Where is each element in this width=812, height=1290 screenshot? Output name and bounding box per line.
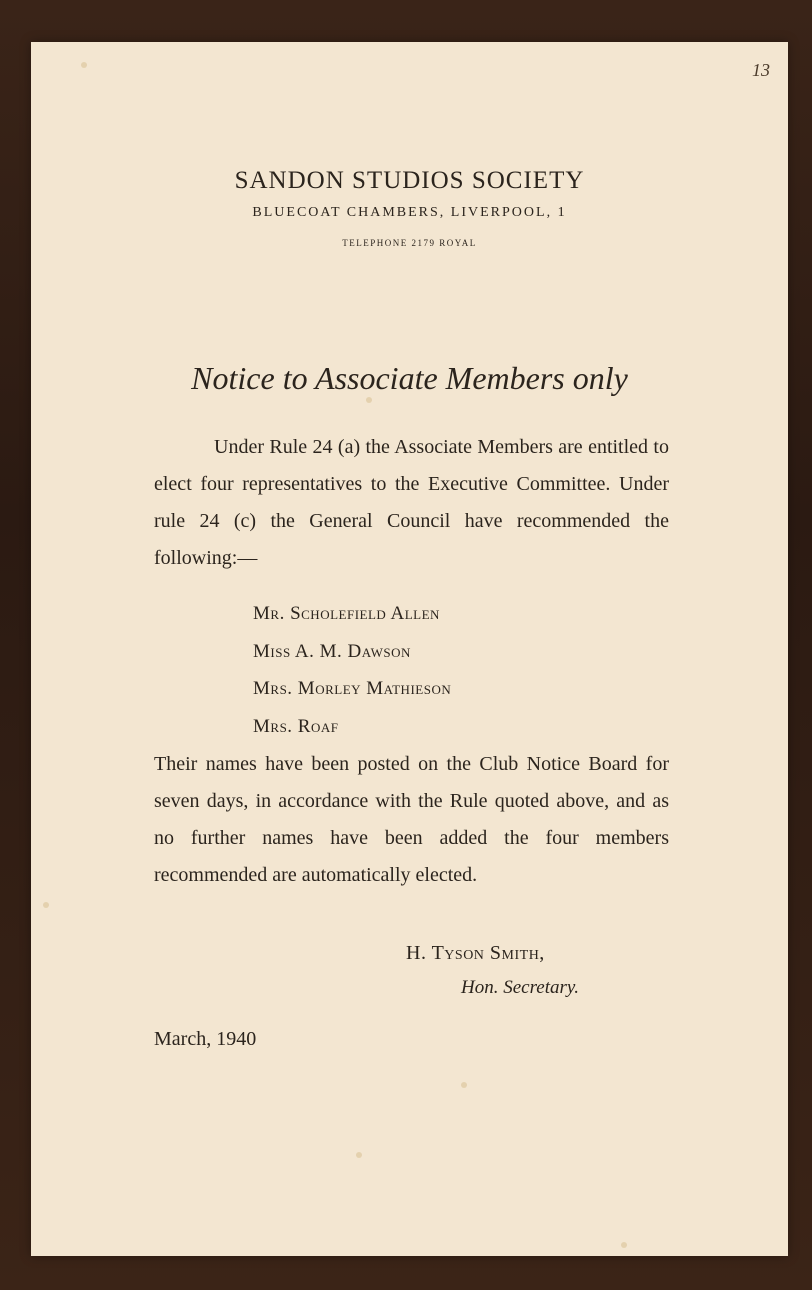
list-item: Miss A. M. Dawson [253, 640, 411, 662]
list-item: Mr. Scholefield Allen [253, 603, 440, 624]
notice-paragraph-1: Under Rule 24 (a) the Associate Members are entitled to elect four representatives to the Executive Committee. Under rule 24 (c) the General Council have recommended the following:— [154, 436, 669, 569]
society-address: BLUECOAT CHAMBERS, LIVERPOOL, 1 [252, 205, 567, 220]
notice-title: Notice to Associate Members only [191, 360, 628, 396]
signatory-role: Hon. Secretary. [461, 977, 580, 998]
notice-paragraph-2: Their names have been posted on the Club Notice Board for seven days, in accordance with the Rule quoted above, and as no further names have been added the four members recommended are automatically elected. [154, 753, 669, 886]
notice-document [31, 42, 788, 1256]
list-item: Mrs. Roaf [253, 715, 339, 737]
paper-stain [461, 1082, 467, 1088]
paper-stain [43, 902, 49, 908]
paper-stain [366, 397, 372, 403]
society-name: SANDON STUDIOS SOCIETY [234, 167, 585, 194]
recommended-names-list [253, 595, 451, 745]
paper-stain [81, 62, 87, 68]
society-telephone: TELEPHONE 2179 ROYAL [342, 238, 477, 248]
paper-stain [356, 1152, 362, 1158]
notice-date: March, 1940 [154, 1028, 257, 1050]
list-item: Mrs. Morley Mathieson [253, 678, 452, 699]
signatory-name: H. Tyson Smith, [406, 942, 545, 964]
paper-stain [621, 1242, 627, 1248]
page-number: 13 [752, 60, 770, 80]
